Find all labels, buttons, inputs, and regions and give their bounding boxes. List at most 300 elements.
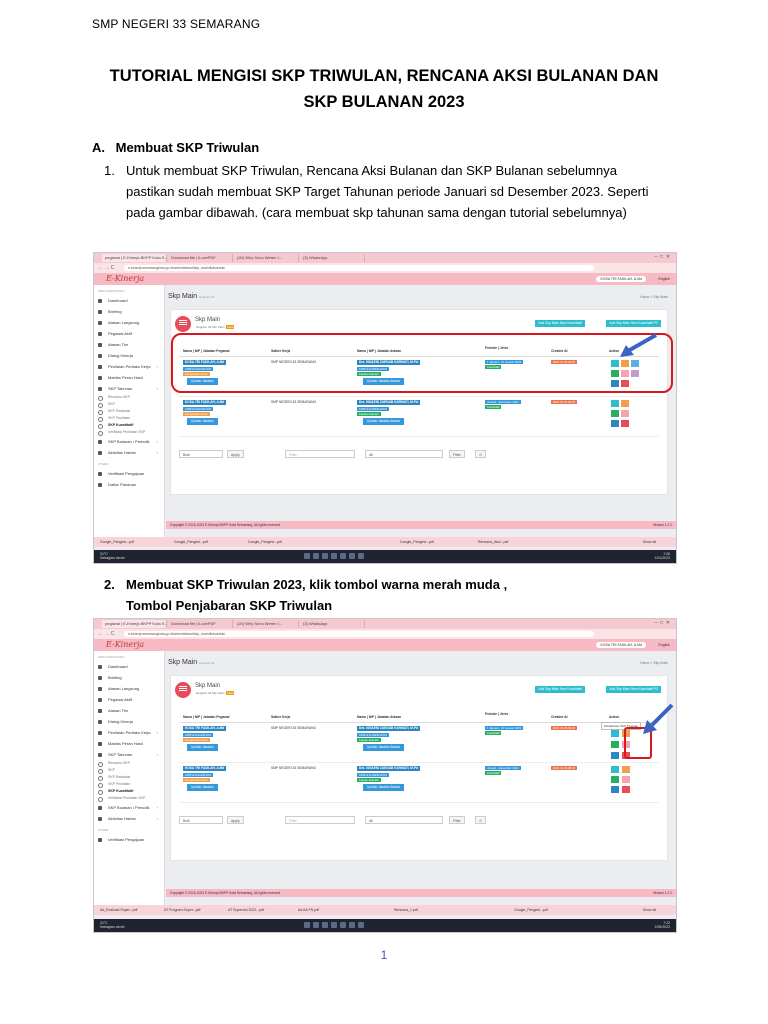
tooltip-penjabaran: Penjabaran SKP Triwulan	[601, 722, 641, 730]
page-title-text: Skp Main	[168, 293, 198, 300]
sidebar-item-dashboard[interactable]	[94, 661, 164, 672]
user-menu[interactable]: KOSA TRI FADILAH, A.Md	[596, 276, 646, 282]
sidebar-item-label: Dashboard	[108, 298, 128, 303]
satker-name: SMP NEGERI 33 SEMARANG	[271, 360, 317, 364]
pegawai-name: KOSA TRI FADILAH, A.Md	[185, 400, 225, 404]
sidebar-caption: MAIN NAVIGATION	[98, 655, 125, 659]
users-icon	[98, 698, 102, 702]
update-jabatan-button[interactable]: Update Jabatan	[187, 418, 218, 425]
word-icon[interactable]	[340, 922, 346, 928]
atasan-name: Dra. ISNAENI ZAENAB KARMATI, M.Pd	[359, 766, 418, 770]
document-title	[60, 63, 708, 115]
print-icon[interactable]	[611, 776, 619, 783]
version-text: Version 1.2.1	[652, 523, 672, 527]
col-created: Created At	[551, 349, 568, 353]
weather-temp: 31°C	[100, 921, 108, 925]
sidebar-subitem-verifikasi[interactable]	[94, 795, 164, 802]
print-icon[interactable]	[611, 741, 619, 748]
show-all-link[interactable]: Show all	[642, 908, 656, 912]
briefing-icon	[98, 676, 102, 680]
search-icon[interactable]	[313, 922, 319, 928]
sidebar-item-label: SKP Bulanan / Periodik	[108, 805, 150, 810]
atasan-name: Dra. ISNAENI ZAENAB KARMATI, M.Pd	[359, 726, 418, 730]
calendar-icon	[98, 440, 102, 444]
app-icon[interactable]	[358, 922, 364, 928]
activity-icon	[98, 451, 102, 455]
download-bar	[94, 537, 676, 547]
atasan-nip: 196512121990012001	[359, 367, 387, 371]
sidebar-item-penilaian-perilaku[interactable]	[94, 727, 164, 738]
chevron-left-icon: ‹	[156, 439, 158, 444]
step-1	[104, 160, 664, 223]
browser-icon[interactable]	[331, 553, 337, 559]
sidebar-subitem-skp-realisasi[interactable]	[94, 408, 164, 415]
download-item[interactable]: Google_Pengesi...pdf	[514, 908, 548, 912]
chrome-icon[interactable]	[349, 922, 355, 928]
edit-icon[interactable]	[611, 730, 619, 737]
browser-tab[interactable]: (3) WhatsApp	[300, 254, 365, 262]
app-logo: E-Kinerja	[106, 274, 145, 283]
add-skp-kuantitatif-button[interactable]: Add Skp Main New Kuantitatif	[535, 686, 585, 693]
update-jabatan-button[interactable]: Update Jabatan	[187, 784, 218, 791]
update-jabatan-atasan-button[interactable]: Update Jabatan Atasan	[363, 744, 404, 751]
apply-button[interactable]: Apply	[227, 816, 244, 824]
periode-badge: Januari - Desember 2022	[487, 400, 519, 404]
browser-tab[interactable]: (3) WhatsApp	[300, 620, 365, 628]
search-icon[interactable]	[313, 553, 319, 559]
sidebar-item-dashboard[interactable]	[94, 295, 164, 306]
sidebar-item-label: SKP Tahunan	[108, 752, 133, 757]
check-icon	[98, 838, 102, 842]
pegawai-nip: 19851212201001001	[185, 733, 212, 737]
sidebar-item-label: Atasan Langsung	[108, 320, 140, 325]
list-icon	[175, 316, 191, 332]
sidebar-caption-other: OTHER	[98, 462, 109, 466]
penjabaran-triwulan-icon[interactable]	[621, 400, 629, 407]
clipboard-icon	[98, 731, 102, 735]
update-jabatan-atasan-button[interactable]: Update Jabatan Atasan	[363, 418, 404, 425]
sidebar-item-verifikasi-pengajuan[interactable]	[94, 834, 164, 845]
col-atasan: Nama | NIP | Jabatan Atasan	[357, 715, 402, 719]
clipboard-icon	[98, 365, 102, 369]
files-icon[interactable]	[322, 553, 328, 559]
page-title-text: Skp Main	[168, 659, 198, 666]
section-label: A.	[92, 140, 105, 155]
users-icon	[98, 332, 102, 336]
browser-tab[interactable]: Download file | iLovePDF	[168, 620, 233, 628]
sidebar-item-pegawai-aktif[interactable]	[94, 694, 164, 705]
download-item[interactable]: Google_Pengesi...pdf	[248, 540, 282, 544]
clock[interactable]	[654, 921, 670, 929]
sidebar-subitem-skp-kuantitatif[interactable]	[94, 788, 164, 795]
col-pegawai: Nama | NIP | Jabatan Pegawai	[183, 715, 230, 719]
sidebar-item-label: SKP Kuantitatif	[108, 789, 134, 793]
sidebar-item-skp-bulanan[interactable]	[94, 802, 164, 813]
sidebar-item-label: Atasan Tim	[108, 342, 129, 347]
browser-tab[interactable]: (20) Why Sonu Weren I...	[234, 254, 299, 262]
weather-desc: Sebagian cerah	[100, 925, 125, 929]
sidebar-item-label: Dashboard	[108, 664, 128, 669]
url-field[interactable]: e-kinerja.semarangkota.go.id/administrasi/skp_main/listsuntuk/	[124, 631, 594, 637]
filter-button[interactable]: Filter	[449, 450, 465, 458]
update-jabatan-atasan-button[interactable]: Update Jabatan Atasan	[363, 378, 404, 385]
sidebar-item-matriks[interactable]	[94, 372, 164, 383]
grid-icon	[98, 376, 102, 380]
sidebar-item-pegawai-aktif[interactable]	[94, 328, 164, 339]
check-icon	[98, 472, 102, 476]
chevron-left-icon: ‹	[156, 450, 158, 455]
url-field[interactable]: e-kinerja.semarangkota.go.id/administrasi/skp_main/listsuntuk/	[124, 265, 594, 271]
sidebar-item-skp-tahunan[interactable]	[94, 383, 164, 394]
print-icon[interactable]	[611, 410, 619, 417]
update-jabatan-button[interactable]: Update Jabatan	[187, 744, 218, 751]
sidebar	[94, 285, 165, 543]
filter-all-select[interactable]: All	[365, 816, 443, 824]
page-subtitle: Register All	[199, 661, 215, 665]
sidebar-item-atasan-tim[interactable]	[94, 705, 164, 716]
jenis-badge: Kuantitatif	[487, 731, 500, 735]
download-item[interactable]: Rencana_1.pdf	[394, 908, 418, 912]
show-all-link[interactable]: Show all	[642, 540, 656, 544]
chrome-icon[interactable]	[349, 553, 355, 559]
sidebar-item-dialog-kinerja[interactable]	[94, 716, 164, 727]
download-item[interactable]: Google_Pengesi...pdf	[400, 540, 434, 544]
filter-input[interactable]: Filter	[285, 816, 355, 824]
sidebar-item-label: Dialog Kinerja	[108, 353, 133, 358]
sidebar-item-label: Atasan Tim	[108, 708, 129, 713]
sidebar-item-label: Atasan Langsung	[108, 686, 140, 691]
add-skp-kuantitatif-p2-button[interactable]: Add Skp Main New Kuantitatif P2	[606, 686, 661, 693]
app-icon[interactable]	[358, 553, 364, 559]
version-text: Version 1.2.1	[652, 891, 672, 895]
sidebar-item-label: Penilaian Perilaku Kerja	[108, 364, 151, 369]
sidebar-item-label: Aktivitas Harian	[108, 816, 136, 821]
sidebar-item-label: SKP	[108, 768, 116, 772]
atasan-nip: 196512121990012001	[359, 407, 387, 411]
bulk-select[interactable]: Bulk	[179, 450, 223, 458]
taskbar-app-icons	[304, 922, 367, 929]
sidebar-item-label: SKP Penilaian	[108, 416, 131, 420]
copyright-text: Copyright © 2016-2023 E-Kinerja BKPP Kota Semarang. All rights reserved.	[170, 523, 282, 527]
taskbar-app-icons	[304, 553, 367, 560]
card-subtitle-text: Register All Skp Main	[196, 691, 225, 695]
col-satker: Satker Kerja	[271, 349, 291, 353]
sidebar-item-label: Verifikasi Pengajuan	[108, 837, 145, 842]
page-subtitle: Register All	[199, 295, 215, 299]
files-icon[interactable]	[322, 922, 328, 928]
pegawai-role: Fungsional Umum	[185, 372, 208, 376]
language-selector[interactable]: English	[658, 643, 670, 647]
sidebar-item-label: SKP	[108, 402, 116, 406]
table-row	[179, 724, 659, 763]
user-menu[interactable]: KOSA TRI FADILAH, A.Md	[596, 642, 646, 648]
download-item[interactable]: Ad_Evaluasi Super...pdf	[100, 908, 138, 912]
browser-tab[interactable]: pegawai | E-Kinerja BKPP Kota S...	[102, 254, 167, 262]
screenshot-skp-main-list	[93, 252, 677, 564]
sidebar-item-label: SKP Tahunan	[108, 386, 133, 391]
sidebar-item-label: SKP Realisasi	[108, 775, 131, 779]
sidebar-item-atasan-langsung[interactable]	[94, 683, 164, 694]
browser-tab[interactable]: Download file | iLovePDF	[168, 254, 233, 262]
clock-time: 7:06	[663, 552, 670, 556]
calendar-icon	[98, 806, 102, 810]
sidebar-item-label: Pegawai Aktif	[108, 697, 133, 702]
add-skp-kuantitatif-button[interactable]: Add Skp Main New Kuantitatif	[535, 320, 585, 327]
pegawai-nip: 19851212201001001	[185, 773, 212, 777]
title-line-2: SKP BULANAN 2023	[303, 93, 465, 111]
pegawai-name: KOSA TRI FADILAH, A.Md	[185, 726, 225, 730]
weather-widget[interactable]	[100, 921, 125, 929]
screenshot-skp-main-penjabaran	[93, 618, 677, 933]
sidebar-item-aktivitas-harian[interactable]	[94, 447, 164, 458]
sidebar-item-penilaian-perilaku[interactable]	[94, 361, 164, 372]
edit-icon[interactable]	[611, 400, 619, 407]
sidebar-subitem-skp-kuantitatif[interactable]	[94, 422, 164, 429]
col-periode: Periode | Jenis	[485, 346, 509, 350]
nav-arrows-icon[interactable]: ← → C	[98, 631, 115, 637]
step-number: 2.	[104, 577, 115, 592]
page-number: 1	[380, 948, 388, 962]
col-satker: Satker Kerja	[271, 715, 291, 719]
created-badge: 2022-01-04 08:30	[553, 400, 576, 404]
title-line-1: TUTORIAL MENGISI SKP TRIWULAN, RENCANA AKSI BULANAN DAN	[109, 67, 659, 85]
clock-date: 1/01/2023	[654, 556, 670, 560]
sidebar	[94, 651, 165, 909]
chevron-down-icon: ‹	[156, 386, 158, 391]
sidebar-item-label: Rencana SKP	[108, 395, 130, 399]
window-controls-icon[interactable]: – □ ✕	[654, 620, 670, 626]
download-item[interactable]: AT Program Super...pdf	[164, 908, 201, 912]
bulk-select[interactable]: Bulk	[179, 816, 223, 824]
clock[interactable]	[654, 552, 670, 560]
col-pegawai: Nama | NIP | Jabatan Pegawai	[183, 349, 230, 353]
calendar-icon	[98, 753, 102, 757]
sidebar-caption: MAIN NAVIGATION	[98, 289, 125, 293]
col-created: Created At	[551, 715, 568, 719]
sidebar-item-label: Verifikasi Penilaian SKP	[108, 430, 146, 434]
dashboard-icon	[98, 299, 102, 303]
sidebar-item-label: SKP Penilaian	[108, 782, 131, 786]
atasan-nip: 196512121990012001	[359, 773, 387, 777]
satker-name: SMP NEGERI 33 SEMARANG	[271, 400, 317, 404]
atasan-role: Kepala Sekolah	[359, 738, 379, 742]
download-item[interactable]: AT Supervisi 2022...pdf	[228, 908, 265, 912]
detail-icon[interactable]	[611, 786, 619, 793]
sidebar-item-atasan-tim[interactable]	[94, 339, 164, 350]
refresh-icon[interactable]: ↺	[475, 816, 486, 824]
atasan-name: Dra. ISNAENI ZAENAB KARMATI, M.Pd	[359, 360, 418, 364]
chevron-left-icon: ‹	[156, 805, 158, 810]
table-row	[179, 764, 659, 803]
address-bar	[94, 263, 676, 273]
created-badge: 2023-01-05 09:00	[553, 360, 576, 364]
col-atasan: Nama | NIP | Jabatan Atasan	[357, 349, 402, 353]
pegawai-role: Fungsional Umum	[185, 412, 208, 416]
os-taskbar	[94, 550, 676, 563]
filter-input[interactable]: Filter	[285, 450, 355, 458]
apply-button[interactable]: Apply	[227, 450, 244, 458]
sidebar-item-briefing[interactable]	[94, 306, 164, 317]
user-icon	[98, 687, 102, 691]
penjabaran-triwulan-icon[interactable]	[622, 766, 630, 773]
start-icon[interactable]	[304, 553, 310, 559]
activity-icon	[98, 817, 102, 821]
sidebar-item-daftar-panduan[interactable]	[94, 479, 164, 490]
step-text-line-2: Tombol Penjabaran SKP Triwulan	[126, 598, 333, 613]
sidebar-subitem-skp-realisasi[interactable]	[94, 774, 164, 781]
filter-bar	[179, 816, 659, 826]
created-badge: 2023-01-05 09:00	[553, 726, 576, 730]
add-skp-kuantitatif-p2-button[interactable]: Add Skp Main New Kuantitatif P2	[606, 320, 661, 327]
sidebar-item-label: Verifikasi Pengajuan	[108, 471, 145, 476]
download-item[interactable]: Rencana_Aksi...pdf	[478, 540, 509, 544]
window-controls-icon[interactable]: – □ ✕	[654, 254, 670, 260]
sidebar-item-dialog-kinerja[interactable]	[94, 350, 164, 361]
download-item[interactable]: Google_Pengesi...pdf	[174, 540, 208, 544]
sidebar-item-label: Matriks Peran Hasil	[108, 741, 143, 746]
pegawai-nip: 19851212201001001	[185, 367, 212, 371]
weather-desc: Sebagian cerah	[100, 556, 125, 560]
atasan-role: Kepala Sekolah	[359, 778, 379, 782]
weather-widget[interactable]	[100, 552, 125, 560]
language-selector[interactable]: English	[658, 277, 670, 281]
team-icon	[98, 343, 102, 347]
sidebar-item-skp-tahunan[interactable]	[94, 749, 164, 760]
breadcrumb[interactable]: Home > Skp Main	[640, 295, 668, 299]
sidebar-item-label: SKP Realisasi	[108, 409, 131, 413]
browser-tab[interactable]: pegawai | E-Kinerja BKPP Kota S...	[102, 620, 167, 628]
clock-time: 7:22	[663, 921, 670, 925]
sidebar-item-verifikasi-pengajuan[interactable]	[94, 468, 164, 479]
sidebar-item-label: Rencana SKP	[108, 761, 130, 765]
word-icon[interactable]	[340, 553, 346, 559]
briefing-icon	[98, 310, 102, 314]
breadcrumb[interactable]: Home > Skp Main	[640, 661, 668, 665]
download-item[interactable]: Google_Pengesi...pdf	[100, 540, 134, 544]
sidebar-item-label: Matriks Peran Hasil	[108, 375, 143, 380]
download-item[interactable]: Ad AA FN.pdf	[298, 908, 320, 912]
app-footer	[166, 889, 676, 897]
periode-badge: 1 Januari - 31 Januari 2023	[487, 726, 522, 730]
jenis-badge: Kuantitatif	[487, 771, 500, 775]
penjabaran-icon[interactable]	[621, 410, 629, 417]
sidebar-item-matriks[interactable]	[94, 738, 164, 749]
sidebar-item-skp-bulanan[interactable]	[94, 436, 164, 447]
sidebar-subitem-skp[interactable]	[94, 401, 164, 408]
team-icon	[98, 709, 102, 713]
card-subtitle	[195, 691, 234, 695]
os-taskbar	[94, 919, 676, 932]
page-title	[168, 293, 214, 300]
browser-tab-bar	[94, 619, 676, 629]
created-badge: 2022-01-04 08:30	[553, 766, 576, 770]
download-bar	[94, 905, 676, 915]
jenis-badge: Kuantitatif	[487, 365, 500, 369]
pegawai-name: KOSA TRI FADILAH, A.Md	[185, 360, 225, 364]
new-badge: New	[227, 691, 234, 695]
sidebar-item-label: Briefing	[108, 309, 122, 314]
sidebar-subitem-skp-penilaian[interactable]	[94, 781, 164, 788]
sidebar-item-briefing[interactable]	[94, 672, 164, 683]
jenis-badge: Kuantitatif	[487, 405, 500, 409]
pegawai-nip: 19851212201001001	[185, 407, 212, 411]
table-row	[179, 398, 659, 437]
delete-icon[interactable]	[621, 420, 629, 427]
periode-badge: 1 Januari - 31 Januari 2023	[487, 360, 522, 364]
sidebar-item-aktivitas-harian[interactable]	[94, 813, 164, 824]
app-header	[94, 639, 676, 651]
user-icon	[98, 321, 102, 325]
sidebar-subitem-skp[interactable]	[94, 767, 164, 774]
update-jabatan-button[interactable]: Update Jabatan	[187, 378, 218, 385]
address-bar	[94, 629, 676, 639]
atasan-role: Kepala Sekolah	[359, 412, 379, 416]
sidebar-subitem-verifikasi[interactable]	[94, 429, 164, 436]
chevron-down-icon: ‹	[156, 752, 158, 757]
sidebar-subitem-skp-penilaian[interactable]	[94, 415, 164, 422]
sidebar-item-atasan-langsung[interactable]	[94, 317, 164, 328]
sidebar-subitem-rencana-skp[interactable]	[94, 760, 164, 767]
filter-all-select[interactable]: All	[365, 450, 443, 458]
filter-button[interactable]: Filter	[449, 816, 465, 824]
satker-name: SMP NEGERI 33 SEMARANG	[271, 766, 317, 770]
atasan-name: Dra. ISNAENI ZAENAB KARMATI, M.Pd	[359, 400, 418, 404]
satker-name: SMP NEGERI 33 SEMARANG	[271, 726, 317, 730]
chat-icon	[98, 720, 102, 724]
nav-arrows-icon[interactable]: ← → C	[98, 265, 115, 271]
step-text: Untuk membuat SKP Triwulan, Rencana Aksi Bulanan dan SKP Bulanan sebelumnya pastikan sudah membuat SKP Target Tahunan periode Januari sd Desember 2023. Seperti pada gambar dibawah. (cara membuat skp tahunan sama dengan tutorial sebelumnya)	[126, 163, 649, 220]
step-2	[104, 574, 664, 616]
detail-icon[interactable]	[611, 752, 619, 759]
filter-bar	[179, 450, 659, 460]
pointer-arrow-icon	[640, 703, 674, 737]
page-title	[168, 659, 214, 666]
sidebar-item-label: Dialog Kinerja	[108, 719, 133, 724]
penjabaran-icon[interactable]	[622, 776, 630, 783]
chat-icon	[98, 354, 102, 358]
sidebar-item-label: Verifikasi Penilaian SKP	[108, 796, 146, 800]
sidebar-subitem-rencana-skp[interactable]	[94, 394, 164, 401]
refresh-icon[interactable]: ↺	[475, 450, 486, 458]
grid-icon	[98, 742, 102, 746]
sidebar-item-label: SKP Bulanan / Periodik	[108, 439, 150, 444]
section-heading	[92, 140, 259, 155]
start-icon[interactable]	[304, 922, 310, 928]
browser-tab[interactable]: (20) Why Sonu Weren I...	[234, 620, 299, 628]
sidebar-item-label: Briefing	[108, 675, 122, 680]
pegawai-name: KOSA TRI FADILAH, A.Md	[185, 766, 225, 770]
atasan-role: Kepala Sekolah	[359, 372, 379, 376]
sidebar-item-label: SKP Kuantitatif	[108, 423, 134, 427]
card-subtitle-text: Register All Skp Main	[196, 325, 225, 329]
edit-icon[interactable]	[611, 766, 619, 773]
card-subtitle	[195, 325, 234, 329]
book-icon	[98, 483, 102, 487]
section-title: Membuat SKP Triwulan	[115, 140, 260, 155]
pegawai-role: Fungsional Umum	[185, 738, 208, 742]
update-jabatan-atasan-button[interactable]: Update Jabatan Atasan	[363, 784, 404, 791]
list-icon	[175, 682, 191, 698]
weather-temp: 31°C	[100, 552, 108, 556]
col-action: Action	[609, 715, 620, 719]
copyright-text: Copyright © 2016-2023 E-Kinerja BKPP Kota Semarang. All rights reserved.	[170, 891, 282, 895]
delete-icon[interactable]	[622, 786, 630, 793]
detail-icon[interactable]	[611, 420, 619, 427]
chevron-left-icon: ‹	[156, 816, 158, 821]
main-content	[166, 285, 676, 541]
browser-icon[interactable]	[331, 922, 337, 928]
main-content	[166, 651, 676, 907]
